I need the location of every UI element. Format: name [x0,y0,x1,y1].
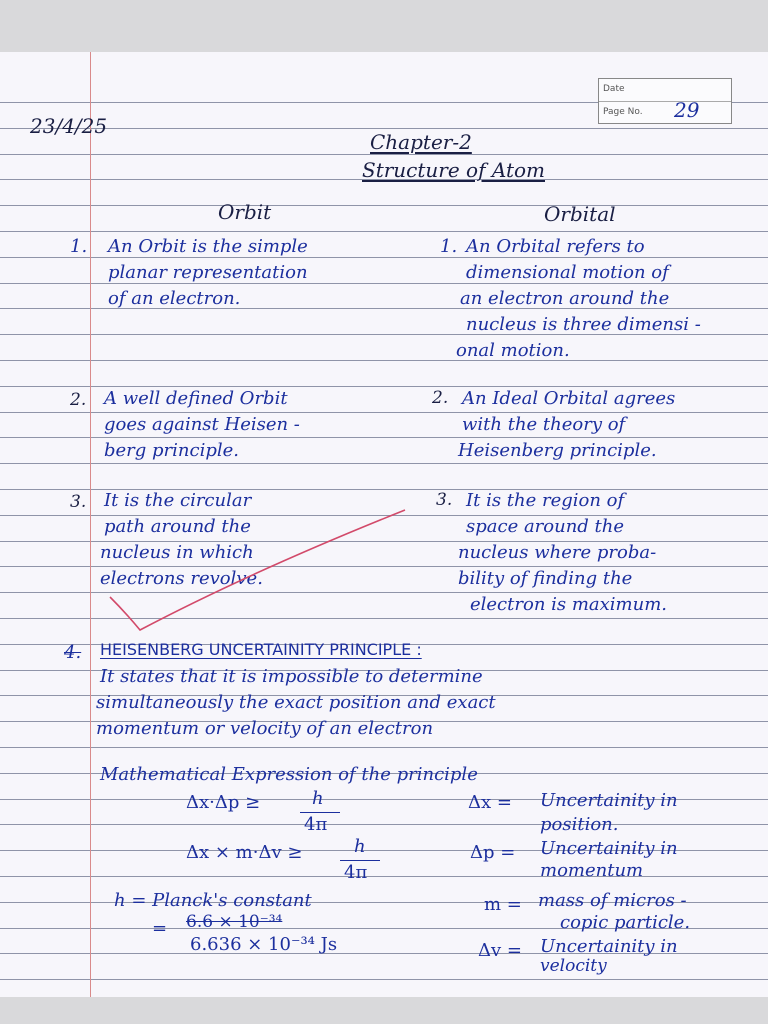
heisenberg-heading: HEISENBERG UNCERTAINITY PRINCIPLE : [100,640,422,659]
definition-text: Uncertainity in [540,790,678,811]
equation-1-lhs: Δx·Δp ≥ [186,792,261,813]
orbital-line: an electron around the [460,288,670,309]
orbit-line: path around the [104,516,251,537]
fraction-bar [340,860,380,861]
orbit-line: A well defined Orbit [104,388,288,409]
planck-old-value: 6.6 × 10⁻³⁴ [186,912,283,932]
orbit-line: An Orbit is the simple [108,236,308,257]
orbital-line: with the theory of [462,414,626,435]
orbital-line: dimensional motion of [466,262,669,283]
orbit-line: berg principle. [104,440,239,461]
orbital-line: onal motion. [456,340,570,361]
definition-text: velocity [540,956,607,976]
equation-2-numerator: h [354,836,366,857]
definition-symbol: Δx = [468,792,512,813]
written-date: 23/4/25 [30,114,108,138]
orbital-heading: Orbital [544,202,616,226]
planck-value: 6.636 × 10⁻³⁴ Js [190,934,338,955]
definition-text: position. [540,814,619,835]
orbit-line: planar representation [108,262,308,283]
orbit-line: electrons revolve. [100,568,263,589]
orbital-line: An Orbital refers to [466,236,645,257]
point-number: 3. [70,492,87,512]
orbital-line: An Ideal Orbital agrees [462,388,676,409]
orbit-line: It is the circular [104,490,252,511]
planck-label: h = Planck's constant [114,890,312,911]
date-label: Date [603,84,625,94]
page-label: Page No. [599,101,731,123]
orbital-line: Heisenberg principle. [458,440,657,461]
definition-text: Uncertainity in [540,838,678,859]
orbital-line: space around the [466,516,625,537]
point-number: 2. [70,390,87,410]
equation-1-denominator: 4π [304,814,328,835]
orbit-line: goes against Heisen - [104,414,300,435]
equation-2-lhs: Δx × m·Δv ≥ [186,842,303,863]
definition-text: momentum [540,860,644,881]
orbital-line: bility of finding the [458,568,633,589]
definition-text: mass of micros - [538,890,687,911]
definition-symbol: Δv = [478,940,522,961]
point-number: 1. [70,236,88,257]
orbit-line: nucleus in which [100,542,254,563]
page-number: 29 [674,98,700,122]
point-number: 4. [64,642,82,663]
orbital-line: electron is maximum. [470,594,668,615]
statement-line: momentum or velocity of an electron [96,718,434,739]
chapter-title: Chapter-2 [370,130,472,154]
orbital-line: nucleus is three dimensi - [466,314,701,335]
expression-heading: Mathematical Expression of the principle [100,764,478,785]
planck-equals: = [152,918,168,939]
orbit-line: of an electron. [108,288,241,309]
equation-2-denominator: 4π [344,862,368,883]
definition-text: Uncertainity in [540,936,678,957]
chapter-subtitle: Structure of Atom [362,158,545,182]
statement-line: simultaneously the exact position and exact [96,692,496,713]
point-number: 2. [432,388,449,408]
notebook-page [0,52,768,997]
point-number: 3. [436,490,453,510]
fraction-bar [300,812,340,813]
definition-symbol: m = [484,894,522,915]
orbital-line: It is the region of [466,490,625,511]
statement-line: It states that it is impossible to determine [100,666,483,687]
equation-1-numerator: h [312,788,324,809]
orbital-line: nucleus where proba- [458,542,657,563]
definition-text: copic particle. [560,912,691,933]
point-number: 1. [440,236,458,257]
orbit-heading: Orbit [218,200,272,224]
definition-symbol: Δp = [470,842,516,863]
